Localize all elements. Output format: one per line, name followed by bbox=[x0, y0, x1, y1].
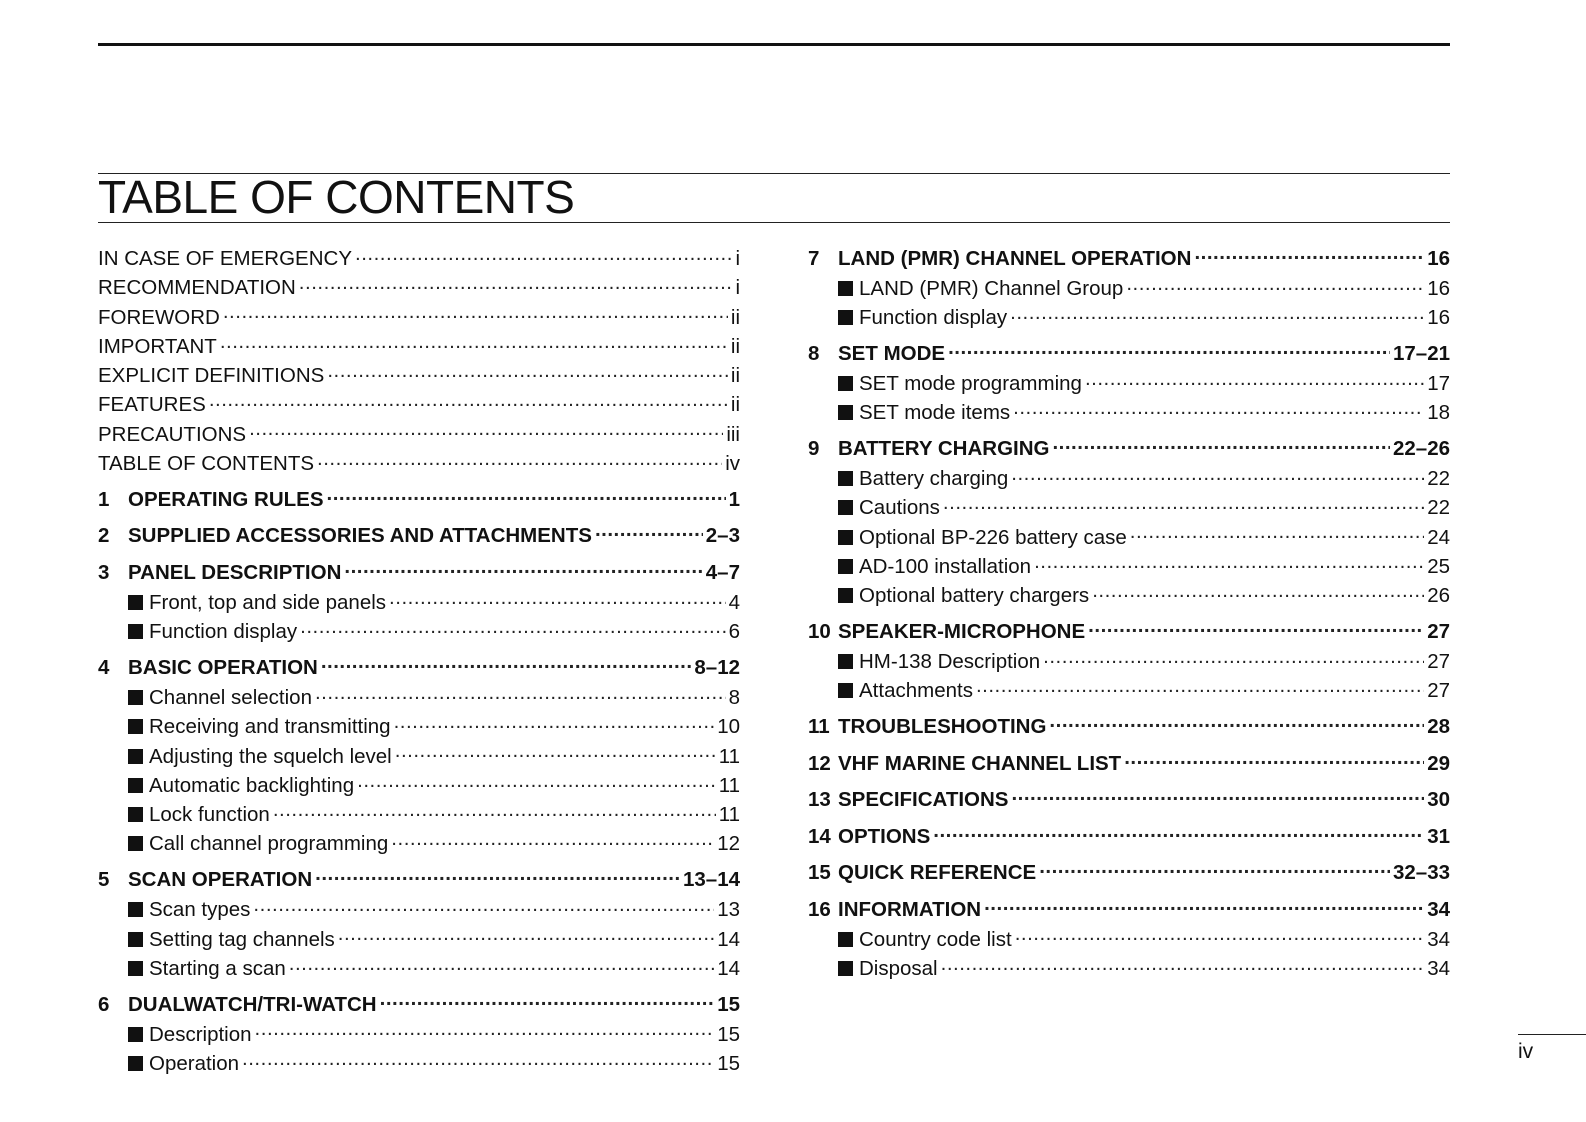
entry-page-number: 22 bbox=[1427, 467, 1450, 491]
folio-rule bbox=[1518, 1034, 1586, 1035]
toc-entry-chapter[interactable] bbox=[98, 551, 740, 588]
dot-leader bbox=[299, 274, 733, 295]
dot-leader bbox=[273, 801, 716, 822]
header-rule bbox=[98, 43, 1450, 46]
square-bullet-icon bbox=[838, 530, 853, 545]
entry-label: SPECIFICATIONS bbox=[838, 788, 1009, 812]
toc-entry-sub[interactable] bbox=[808, 369, 1450, 398]
square-bullet-icon bbox=[838, 281, 853, 296]
chapter-number: 14 bbox=[808, 824, 831, 848]
entry-page-number: 8–12 bbox=[694, 655, 740, 679]
dot-leader bbox=[941, 955, 1425, 976]
dot-leader bbox=[223, 303, 728, 324]
toc-entry-chapter[interactable] bbox=[98, 515, 740, 552]
entry-label: Country code list bbox=[859, 927, 1012, 951]
entry-label: LAND (PMR) CHANNEL OPERATION bbox=[838, 247, 1192, 270]
toc-entry-sub[interactable] bbox=[808, 925, 1450, 954]
square-bullet-icon bbox=[838, 500, 853, 515]
entry-label: Automatic backlighting bbox=[149, 773, 355, 797]
entry-page-number: 8 bbox=[728, 685, 740, 709]
dot-leader bbox=[1052, 435, 1390, 456]
chapter-number: 5 bbox=[98, 868, 110, 892]
dot-leader bbox=[933, 822, 1424, 843]
entry-page-number: 11 bbox=[718, 773, 740, 797]
toc-left-column bbox=[98, 244, 740, 1078]
entry-label: Battery charging bbox=[859, 467, 1009, 491]
dot-leader bbox=[1088, 618, 1424, 639]
square-bullet-icon bbox=[128, 961, 143, 976]
toc-entry-front[interactable] bbox=[98, 244, 740, 273]
entry-label: EXPLICIT DEFINITIONS bbox=[98, 364, 325, 388]
toc-entry-sub[interactable] bbox=[98, 617, 740, 646]
entry-label: SET mode items bbox=[859, 401, 1011, 425]
entry-label: AD-100 installation bbox=[859, 555, 1032, 579]
toc-entry-chapter[interactable] bbox=[808, 742, 1450, 779]
square-bullet-icon bbox=[128, 690, 143, 705]
entry-label: Description bbox=[149, 1022, 252, 1046]
dot-leader bbox=[315, 683, 726, 704]
entry-label: DUALWATCH/TRI-WATCH bbox=[128, 992, 377, 1016]
entry-label: Starting a scan bbox=[149, 956, 286, 980]
title-block bbox=[98, 173, 1450, 223]
chapter-number: 4 bbox=[98, 655, 110, 679]
toc-entry-sub[interactable] bbox=[98, 954, 740, 983]
dot-leader bbox=[984, 895, 1424, 916]
entry-page-number: 32–33 bbox=[1392, 861, 1450, 885]
dot-leader bbox=[344, 558, 702, 579]
toc-entry-front[interactable] bbox=[98, 449, 740, 478]
entry-label: Call channel programming bbox=[149, 832, 389, 856]
dot-leader bbox=[395, 742, 716, 763]
toc-entry-sub[interactable] bbox=[808, 552, 1450, 581]
entry-label: Setting tag channels bbox=[149, 927, 335, 951]
toc-entry-sub[interactable] bbox=[98, 829, 740, 858]
square-bullet-icon bbox=[838, 559, 853, 574]
dot-leader bbox=[1085, 370, 1424, 391]
toc-entry-front[interactable] bbox=[98, 420, 740, 449]
toc-entry-chapter[interactable] bbox=[808, 706, 1450, 743]
entry-label: Attachments bbox=[859, 679, 973, 703]
toc-entry-sub[interactable] bbox=[98, 771, 740, 800]
square-bullet-icon bbox=[128, 1056, 143, 1071]
chapter-number: 12 bbox=[808, 751, 831, 775]
dot-leader bbox=[1011, 465, 1424, 486]
entry-label: IN CASE OF EMERGENCY bbox=[98, 247, 353, 270]
entry-page-number: 15 bbox=[717, 1022, 740, 1046]
dot-leader bbox=[1126, 275, 1424, 296]
page-title: TABLE OF CONTENTS bbox=[98, 171, 575, 223]
entry-label: BATTERY CHARGING bbox=[838, 437, 1050, 461]
entry-page-number: 27 bbox=[1427, 679, 1450, 703]
entry-page-number: ii bbox=[730, 334, 740, 358]
entry-page-number: 1 bbox=[728, 487, 740, 511]
entry-page-number: 13 bbox=[717, 898, 740, 922]
toc-entry-sub[interactable] bbox=[98, 1049, 740, 1078]
toc-entry-sub[interactable] bbox=[808, 464, 1450, 493]
entry-page-number: iii bbox=[726, 422, 740, 446]
toc-entry-sub[interactable] bbox=[808, 493, 1450, 522]
entry-page-number: 24 bbox=[1427, 525, 1450, 549]
entry-label: Operation bbox=[149, 1051, 240, 1075]
entry-page-number: 34 bbox=[1427, 897, 1450, 921]
entry-label: BASIC OPERATION bbox=[128, 655, 318, 679]
square-bullet-icon bbox=[128, 836, 143, 851]
toc-entry-sub[interactable] bbox=[808, 398, 1450, 427]
page-number: iv bbox=[1518, 1040, 1534, 1063]
entry-label: Adjusting the squelch level bbox=[149, 744, 392, 768]
dot-leader bbox=[317, 450, 722, 471]
toc-entry-chapter[interactable] bbox=[98, 478, 740, 515]
entry-page-number: 15 bbox=[717, 992, 740, 1016]
toc-entry-sub[interactable] bbox=[98, 742, 740, 771]
toc-entry-front[interactable] bbox=[98, 332, 740, 361]
dot-leader bbox=[253, 896, 714, 917]
toc-entry-chapter[interactable] bbox=[98, 646, 740, 683]
dot-leader bbox=[1034, 553, 1424, 574]
square-bullet-icon bbox=[838, 588, 853, 603]
dot-leader bbox=[1011, 786, 1424, 807]
toc-entry-sub[interactable] bbox=[808, 676, 1450, 705]
entry-page-number: ii bbox=[730, 305, 740, 329]
entry-page-number: 25 bbox=[1427, 555, 1450, 579]
entry-page-number: 17–21 bbox=[1392, 342, 1450, 366]
entry-label: SET mode programming bbox=[859, 372, 1082, 396]
square-bullet-icon bbox=[128, 1027, 143, 1042]
dot-leader bbox=[338, 925, 714, 946]
square-bullet-icon bbox=[838, 654, 853, 669]
toc-entry-chapter[interactable] bbox=[808, 888, 1450, 925]
dot-leader bbox=[357, 771, 716, 792]
toc-entry-chapter[interactable] bbox=[98, 983, 740, 1020]
toc-entry-chapter[interactable] bbox=[808, 333, 1450, 370]
toc-entry-front[interactable] bbox=[98, 303, 740, 332]
entry-label: LAND (PMR) Channel Group bbox=[859, 277, 1124, 300]
entry-page-number: 31 bbox=[1427, 824, 1450, 848]
chapter-number: 8 bbox=[808, 342, 820, 366]
square-bullet-icon bbox=[838, 471, 853, 486]
dot-leader bbox=[1049, 713, 1424, 734]
dot-leader bbox=[595, 522, 703, 543]
dot-leader bbox=[321, 653, 692, 674]
square-bullet-icon bbox=[128, 749, 143, 764]
dot-leader bbox=[943, 494, 1424, 515]
dot-leader bbox=[389, 588, 726, 609]
toc-entry-sub[interactable] bbox=[98, 712, 740, 741]
dot-leader bbox=[255, 1020, 715, 1041]
entry-label: Scan types bbox=[149, 898, 251, 922]
toc-entry-sub[interactable] bbox=[808, 954, 1450, 983]
chapter-number: 2 bbox=[98, 524, 110, 548]
dot-leader bbox=[289, 954, 714, 975]
chapter-number: 3 bbox=[98, 560, 110, 584]
entry-label: VHF MARINE CHANNEL LIST bbox=[838, 751, 1122, 775]
dot-leader bbox=[220, 332, 728, 353]
dot-leader bbox=[242, 1049, 714, 1070]
toc-entry-chapter[interactable] bbox=[808, 815, 1450, 852]
square-bullet-icon bbox=[128, 595, 143, 610]
toc-entry-sub[interactable] bbox=[98, 800, 740, 829]
dot-leader bbox=[327, 485, 726, 506]
entry-label: SUPPLIED ACCESSORIES AND ATTACHMENTS bbox=[128, 524, 592, 548]
entry-page-number: 28 bbox=[1427, 715, 1450, 739]
dot-leader bbox=[1010, 304, 1424, 325]
toc-right-column bbox=[808, 244, 1450, 983]
entry-label: Optional battery chargers bbox=[859, 584, 1090, 608]
square-bullet-icon bbox=[838, 310, 853, 325]
entry-label: PRECAUTIONS bbox=[98, 422, 247, 446]
entry-page-number: 11 bbox=[718, 803, 740, 827]
entry-label: TABLE OF CONTENTS bbox=[98, 452, 315, 476]
chapter-number: 7 bbox=[808, 247, 820, 270]
square-bullet-icon bbox=[128, 624, 143, 639]
entry-page-number: 26 bbox=[1427, 584, 1450, 608]
toc-entry-chapter[interactable] bbox=[808, 428, 1450, 465]
entry-page-number: 34 bbox=[1427, 927, 1450, 951]
entry-page-number: 30 bbox=[1427, 788, 1450, 812]
chapter-number: 6 bbox=[98, 992, 110, 1016]
toc-entry-sub[interactable] bbox=[98, 683, 740, 712]
toc-entry-sub[interactable] bbox=[808, 523, 1450, 552]
entry-label: PANEL DESCRIPTION bbox=[128, 560, 342, 584]
toc-entry-chapter[interactable] bbox=[808, 244, 1450, 274]
entry-page-number: 16 bbox=[1427, 247, 1450, 270]
toc-entry-chapter[interactable] bbox=[808, 611, 1450, 648]
chapter-number: 11 bbox=[808, 715, 830, 739]
toc-entry-sub[interactable] bbox=[98, 1020, 740, 1049]
entry-page-number: ii bbox=[730, 393, 740, 417]
dot-leader bbox=[1124, 749, 1424, 770]
entry-page-number: 2–3 bbox=[705, 524, 740, 548]
entry-page-number: 27 bbox=[1427, 650, 1450, 674]
toc-entry-sub[interactable] bbox=[808, 581, 1450, 610]
toc-entry-sub[interactable] bbox=[98, 925, 740, 954]
dot-leader bbox=[1130, 523, 1424, 544]
entry-page-number: 22 bbox=[1427, 496, 1450, 520]
toc-entry-sub[interactable] bbox=[98, 588, 740, 617]
toc-entry-front[interactable] bbox=[98, 361, 740, 390]
entry-label: SPEAKER-MICROPHONE bbox=[838, 620, 1086, 644]
entry-page-number: 18 bbox=[1427, 401, 1450, 425]
chapter-number: 10 bbox=[808, 620, 831, 644]
dot-leader bbox=[391, 830, 714, 851]
entry-page-number: 27 bbox=[1427, 620, 1450, 644]
entry-label: SET MODE bbox=[838, 342, 946, 366]
entry-label: Optional BP-226 battery case bbox=[859, 525, 1127, 549]
dot-leader bbox=[1015, 925, 1425, 946]
square-bullet-icon bbox=[838, 683, 853, 698]
entry-page-number: ii bbox=[730, 364, 740, 388]
toc-entry-sub[interactable] bbox=[808, 274, 1450, 303]
dot-leader bbox=[209, 391, 728, 412]
entry-label: IMPORTANT bbox=[98, 334, 217, 358]
entry-label: OPTIONS bbox=[838, 824, 931, 848]
dot-leader bbox=[327, 362, 728, 383]
square-bullet-icon bbox=[838, 405, 853, 420]
entry-label: Cautions bbox=[859, 496, 940, 520]
square-bullet-icon bbox=[838, 961, 853, 976]
entry-label: RECOMMENDATION bbox=[98, 276, 296, 300]
entry-page-number: 34 bbox=[1427, 957, 1450, 981]
entry-page-number: 11 bbox=[718, 744, 740, 768]
square-bullet-icon bbox=[128, 902, 143, 917]
dot-leader bbox=[249, 420, 723, 441]
entry-label: Function display bbox=[859, 306, 1008, 330]
entry-page-number: iv bbox=[725, 452, 740, 476]
chapter-number: 13 bbox=[808, 788, 831, 812]
entry-label: SCAN OPERATION bbox=[128, 868, 313, 892]
square-bullet-icon bbox=[838, 932, 853, 947]
chapter-number: 15 bbox=[808, 861, 831, 885]
entry-label: OPERATING RULES bbox=[128, 487, 324, 511]
entry-label: Receiving and transmitting bbox=[149, 715, 391, 739]
entry-label: Lock function bbox=[149, 803, 270, 827]
square-bullet-icon bbox=[128, 719, 143, 734]
dot-leader bbox=[1043, 648, 1424, 669]
square-bullet-icon bbox=[838, 376, 853, 391]
toc-entry-chapter[interactable] bbox=[98, 859, 740, 896]
square-bullet-icon bbox=[128, 778, 143, 793]
entry-page-number: 6 bbox=[728, 620, 740, 644]
entry-label: INFORMATION bbox=[838, 897, 982, 921]
entry-page-number: 10 bbox=[717, 715, 740, 739]
entry-label: Channel selection bbox=[149, 685, 312, 709]
entry-page-number: 4–7 bbox=[705, 560, 740, 584]
dot-leader bbox=[1194, 245, 1424, 266]
entry-page-number: i bbox=[735, 247, 740, 270]
entry-page-number: 16 bbox=[1427, 306, 1450, 330]
entry-label: FEATURES bbox=[98, 393, 206, 417]
square-bullet-icon bbox=[128, 932, 143, 947]
dot-leader bbox=[380, 990, 715, 1011]
dot-leader bbox=[976, 677, 1424, 698]
entry-label: HM-138 Description bbox=[859, 650, 1041, 674]
entry-label: QUICK REFERENCE bbox=[838, 861, 1037, 885]
dot-leader bbox=[300, 618, 725, 639]
entry-label: Function display bbox=[149, 620, 298, 644]
toc-entry-sub[interactable] bbox=[98, 895, 740, 924]
chapter-number: 9 bbox=[808, 437, 820, 461]
dot-leader bbox=[948, 340, 1390, 361]
toc-entry-chapter[interactable] bbox=[808, 779, 1450, 816]
toc-entry-sub[interactable] bbox=[808, 647, 1450, 676]
entry-page-number: 13–14 bbox=[682, 868, 740, 892]
dot-leader bbox=[355, 245, 732, 266]
entry-page-number: 15 bbox=[717, 1051, 740, 1075]
chapter-number: 1 bbox=[98, 487, 110, 511]
entry-page-number: 17 bbox=[1427, 372, 1450, 396]
toc-entry-sub[interactable] bbox=[808, 303, 1450, 332]
entry-page-number: 29 bbox=[1427, 751, 1450, 775]
dot-leader bbox=[1039, 859, 1390, 880]
square-bullet-icon bbox=[128, 807, 143, 822]
dot-leader bbox=[394, 713, 715, 734]
toc-entry-front[interactable] bbox=[98, 273, 740, 302]
toc-entry-chapter[interactable] bbox=[808, 852, 1450, 889]
entry-page-number: 22–26 bbox=[1392, 437, 1450, 461]
entry-page-number: 16 bbox=[1427, 277, 1450, 300]
entry-label: Disposal bbox=[859, 957, 938, 981]
toc-entry-front[interactable] bbox=[98, 390, 740, 419]
entry-label: TROUBLESHOOTING bbox=[838, 715, 1047, 739]
entry-page-number: i bbox=[735, 276, 740, 300]
entry-page-number: 14 bbox=[717, 927, 740, 951]
entry-label: Front, top and side panels bbox=[149, 590, 387, 614]
entry-page-number: 14 bbox=[717, 956, 740, 980]
entry-page-number: 4 bbox=[728, 590, 740, 614]
entry-page-number: 12 bbox=[717, 832, 740, 856]
dot-leader bbox=[1092, 582, 1424, 603]
chapter-number: 16 bbox=[808, 897, 831, 921]
entry-label: FOREWORD bbox=[98, 305, 220, 329]
dot-leader bbox=[315, 866, 680, 887]
dot-leader bbox=[1013, 399, 1424, 420]
